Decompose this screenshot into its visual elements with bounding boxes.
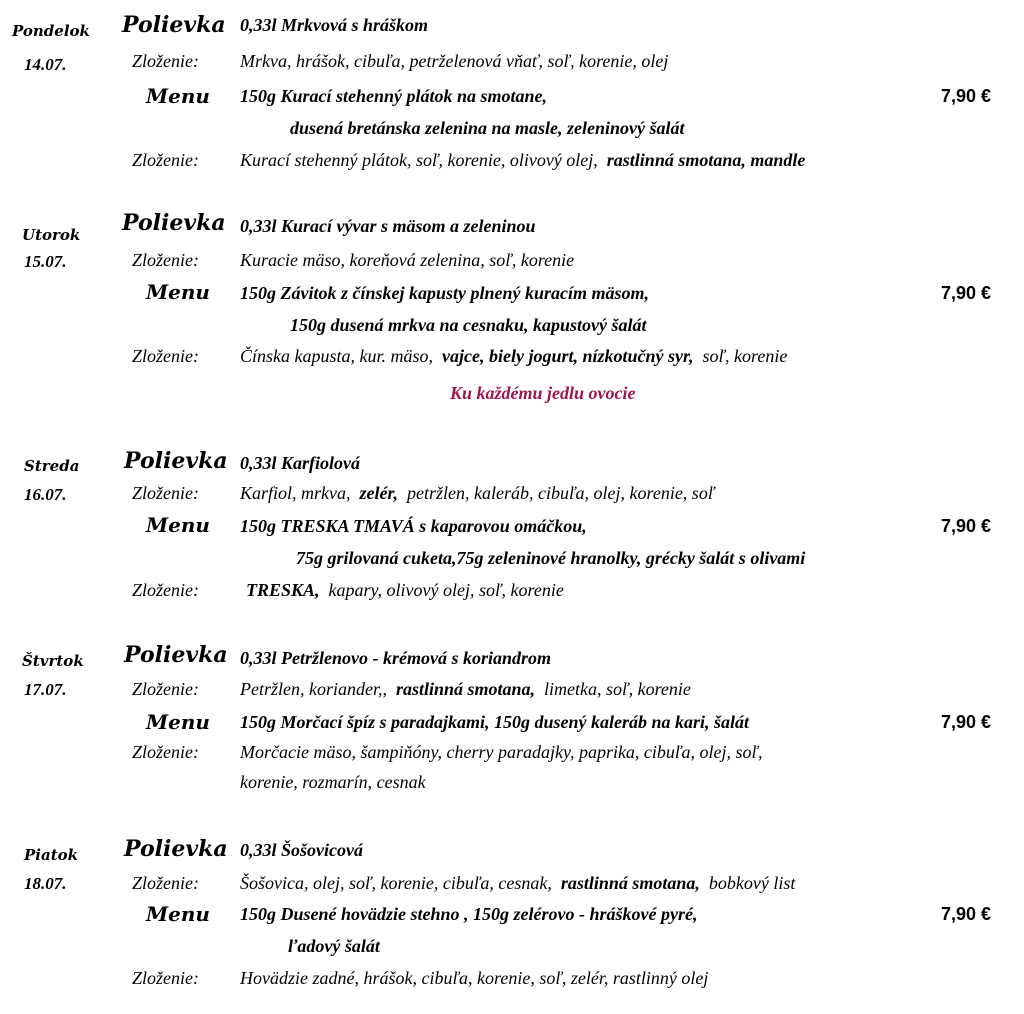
day-date: 16.07.	[24, 485, 67, 504]
day-name: Pondelok	[12, 22, 90, 40]
soup-ingredients: Petržlen, koriander,, rastlinná smotana, limetka, soľ, korenie	[240, 679, 691, 699]
soup-ingredients: Šošovica, olej, soľ, korenie, cibuľa, cesnak, rastlinná smotana, bobkový list	[240, 873, 796, 893]
soup-name: 0,33l Karfiolová	[240, 453, 360, 473]
soup-label: Polievka	[124, 642, 228, 668]
main-dish: 150g Dusené hovädzie stehno , 150g zelérovo - hráškové pyré,	[240, 904, 698, 924]
ingredients-label: Zloženie:	[132, 150, 199, 170]
day-name: Piatok	[24, 846, 79, 864]
day-name: Štvrtok	[22, 652, 84, 670]
day-name: Utorok	[22, 226, 81, 244]
soup-name: 0,33l Mrkvová s hráškom	[240, 15, 429, 35]
main-ingredients: Kurací stehenný plátok, soľ, korenie, olivový olej, rastlinná smotana, mandle	[240, 150, 806, 170]
main-ingredients: TRESKA, kapary, olivový olej, soľ, korenie	[246, 580, 564, 600]
price: 7,90 €	[941, 516, 992, 536]
day-name: Streda	[24, 457, 80, 475]
soup-ingredients: Kuracie mäso, koreňová zelenina, soľ, korenie	[240, 250, 575, 270]
day-date: 14.07.	[24, 55, 67, 74]
fruit-note: Ku každému jedlu ovocie	[450, 383, 636, 403]
soup-name: 0,33l Kurací vývar s mäsom a zeleninou	[240, 216, 536, 236]
soup-label: Polievka	[122, 12, 226, 38]
menu-label: Menu	[146, 280, 210, 304]
soup-ingredients: Mrkva, hrášok, cibuľa, petrželenová vňať, soľ, korenie, olej	[240, 51, 669, 71]
soup-name: 0,33l Šošovicová	[240, 840, 363, 860]
price: 7,90 €	[941, 712, 992, 732]
price: 7,90 €	[941, 904, 992, 924]
main-dish-side: 75g grilovaná cuketa,75g zeleninové hranolky, grécky šalát s olivami	[296, 548, 806, 568]
soup-label: Polievka	[122, 210, 226, 236]
soup-label: Polievka	[124, 836, 228, 862]
main-dish: 150g TRESKA TMAVÁ s kaparovou omáčkou,	[240, 516, 587, 536]
price: 7,90 €	[941, 283, 992, 303]
menu-label: Menu	[146, 84, 210, 108]
day-date: 18.07.	[24, 874, 67, 893]
day-date: 17.07.	[24, 680, 67, 699]
main-dish: 150g Kurací stehenný plátok na smotane,	[240, 86, 548, 106]
ingredients-label: Zloženie:	[132, 742, 199, 762]
price: 7,90 €	[941, 86, 992, 106]
ingredients-label: Zloženie:	[132, 679, 199, 699]
soup-name: 0,33l Petržlenovo - krémová s koriandrom	[240, 648, 551, 668]
main-ingredients: Čínska kapusta, kur. mäso, vajce, biely jogurt, nízkotučný syr, soľ, korenie	[240, 346, 788, 366]
day-date: 15.07.	[24, 252, 67, 271]
main-dish-side: dusená bretánska zelenina na masle, zeleninový šalát	[290, 118, 685, 138]
main-dish: 150g Morčací špíz s paradajkami, 150g dusený kaleráb na kari, šalát	[240, 712, 750, 732]
soup-ingredients: Karfiol, mrkva, zelér, petržlen, kaleráb, cibuľa, olej, korenie, soľ	[240, 483, 715, 503]
ingredients-label: Zloženie:	[132, 483, 199, 503]
ingredients-label: Zloženie:	[132, 346, 199, 366]
ingredients-label: Zloženie:	[132, 968, 199, 988]
main-ingredients: Morčacie mäso, šampiňóny, cherry paradajky, paprika, cibuľa, olej, soľ,	[240, 742, 763, 762]
menu-label: Menu	[146, 902, 210, 926]
ingredients-label: Zloženie:	[132, 873, 199, 893]
ingredients-label: Zloženie:	[132, 51, 199, 71]
main-dish-side: ľadový šalát	[288, 936, 380, 956]
ingredients-label: Zloženie:	[132, 580, 199, 600]
menu-label: Menu	[146, 513, 210, 537]
ingredients-label: Zloženie:	[132, 250, 199, 270]
main-ingredients-cont: korenie, rozmarín, cesnak	[240, 772, 426, 792]
soup-label: Polievka	[124, 448, 228, 474]
main-dish: 150g Závitok z čínskej kapusty plnený kuracím mäsom,	[240, 283, 650, 303]
menu-label: Menu	[146, 710, 210, 734]
main-ingredients: Hovädzie zadné, hrášok, cibuľa, korenie, soľ, zelér, rastlinný olej	[240, 968, 709, 988]
main-dish-side: 150g dusená mrkva na cesnaku, kapustový šalát	[290, 315, 647, 335]
